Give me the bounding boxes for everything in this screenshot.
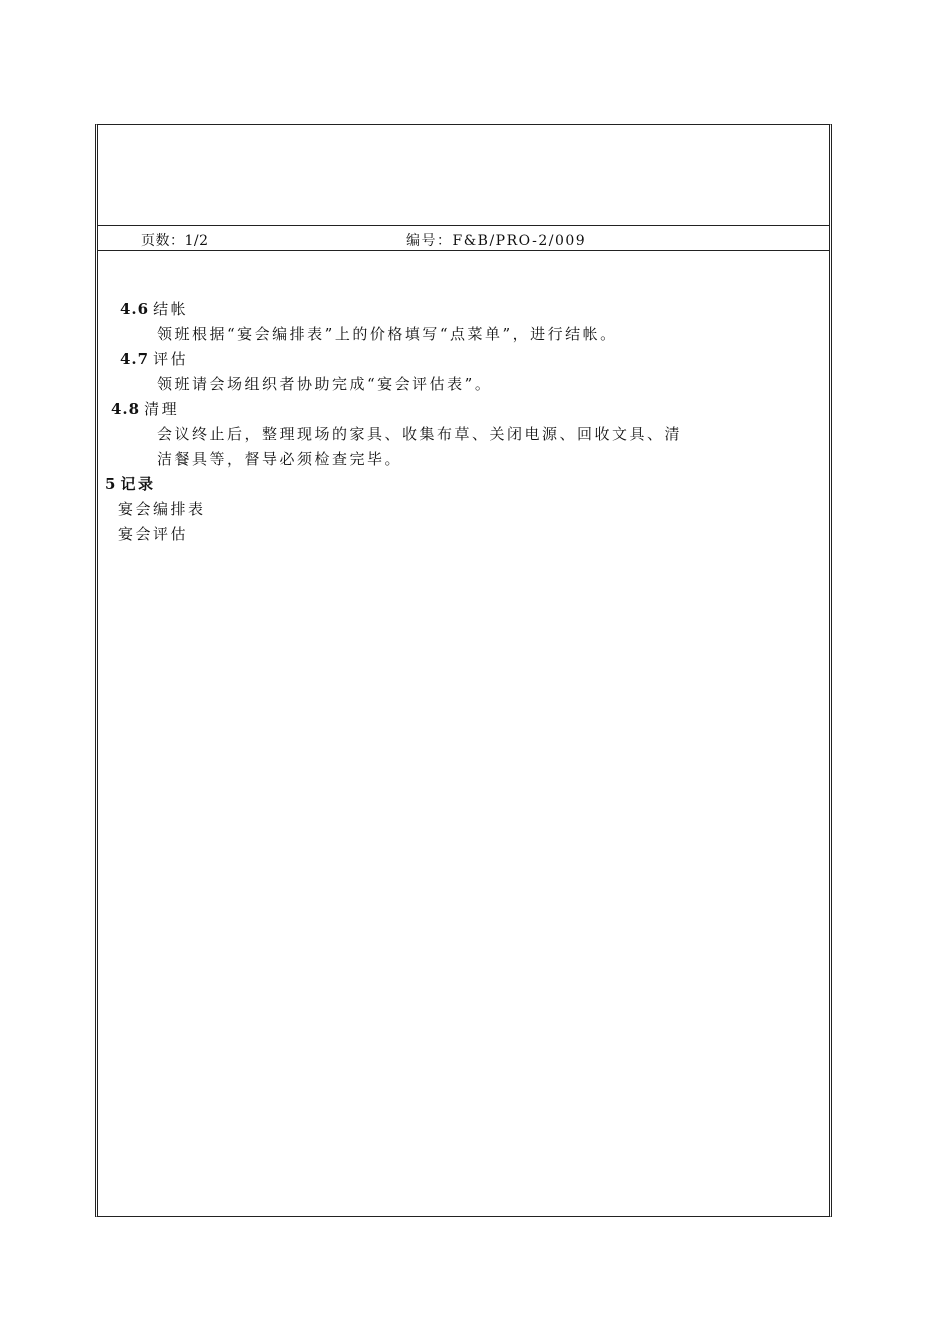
section-4-7-heading: [120, 348, 188, 369]
record-item: 宴会评估: [118, 525, 189, 543]
section-number: 5: [105, 475, 117, 493]
section-title: 清理: [144, 400, 180, 418]
section-4-8-body-line-1: 会议终止后，整理现场的家具、收集布草、关闭电源、回收文具、清: [157, 425, 683, 443]
section-title: 评估: [153, 350, 189, 368]
section-number: 4.8: [111, 400, 141, 418]
document-number: 编号：F&B/PRO-2/009: [406, 233, 587, 249]
page-count: 页数：1/2: [141, 233, 209, 249]
section-number: 4.6: [120, 300, 150, 318]
section-4-8-body-line-2: 洁餐具等，督导必须检查完毕。: [157, 450, 403, 468]
section-5-heading: [105, 473, 155, 494]
section-title: 记录: [120, 475, 156, 493]
section-number: 4.7: [120, 350, 150, 368]
section-title: 结帐: [153, 300, 189, 318]
section-4-7-body: 领班请会场组织者协助完成“宴会评估表”。: [157, 375, 493, 393]
section-4-6-heading: [120, 298, 188, 319]
section-4-8-heading: [111, 398, 179, 419]
record-item: 宴会编排表: [118, 500, 206, 518]
section-4-6-body: 领班根据“宴会编排表”上的价格填写“点菜单”，进行结帐。: [157, 325, 618, 343]
